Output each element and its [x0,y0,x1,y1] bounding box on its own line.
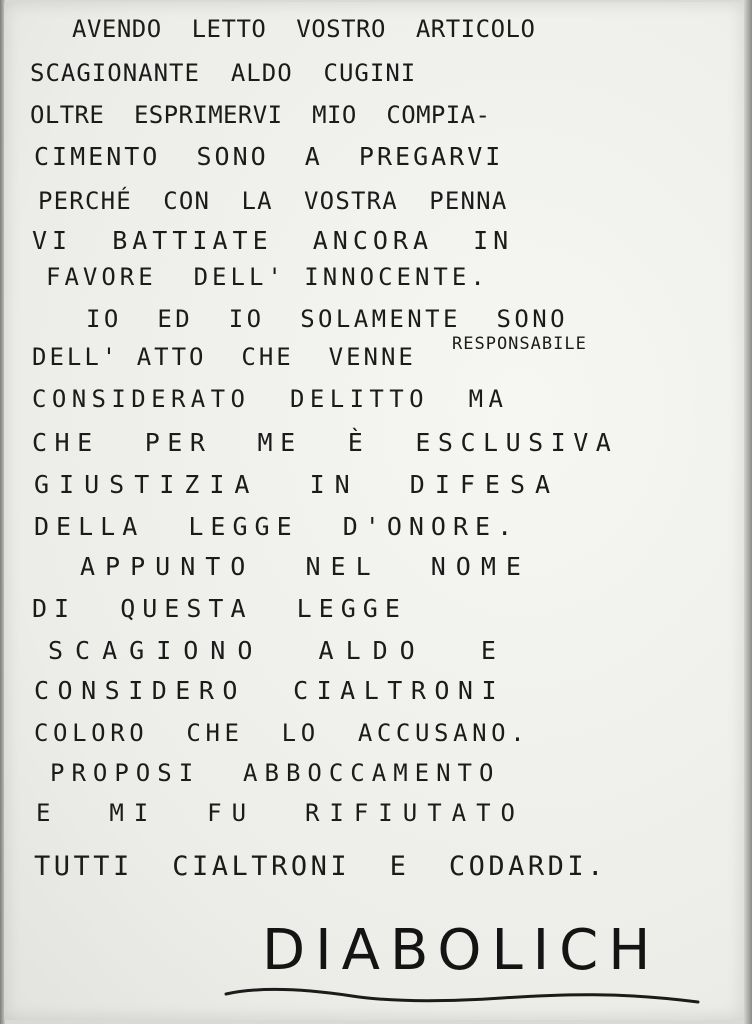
letter-line: DI QUESTA LEGGE [32,594,407,623]
letter-line: PROPOSI ABBOCCAMENTO [50,759,501,787]
letter-line: FAVORE DELL' INNOCENTE. [46,263,489,291]
letter-line: AVENDO LETTO VOSTRO ARTICOLO [72,15,536,43]
letter-line: SCAGIONANTE ALDO CUGINI [30,59,417,87]
letter-line: TUTTI CIALTRONI E CODARDI. [34,851,607,882]
letter-line: PERCHÉ CON LA VOSTRA PENNA [38,187,508,215]
letter-line: SCAGIONO ALDO E [48,636,508,665]
letter-line: CHE PER ME È ESCLUSIVA [32,428,619,457]
letter-line: CONSIDERATO DELITTO MA [32,385,509,413]
letter-line: IO ED IO SOLAMENTE SONO [86,305,568,333]
letter-line: E MI FU RIFIUTATO [36,799,525,827]
letter-line: CONSIDERO CIALTRONI [34,676,506,705]
letter-line: DELLA LEGGE D'ONORE. [34,512,520,541]
letter-line: VI BATTIATE ANCORA IN [32,226,514,255]
letter-line: DELL' ATTO CHE VENNE [32,343,416,371]
signature-underline [222,980,702,1020]
paper-edge-right [744,0,752,1024]
letter-line: OLTRE ESPRIMERVI MIO COMPIA- [30,101,491,129]
letter-line: GIUSTIZIA IN DIFESA [34,470,561,499]
insertion-above-line: RESPONSABILE [452,334,587,354]
signature: DIABOLICH [262,918,661,983]
letter-line: CIMENTO SONO A PREGARVI [34,142,504,171]
letter-line: COLORO CHE LO ACCUSANO. [34,719,530,747]
letter-line: APPUNTO NEL NOME [80,552,531,581]
